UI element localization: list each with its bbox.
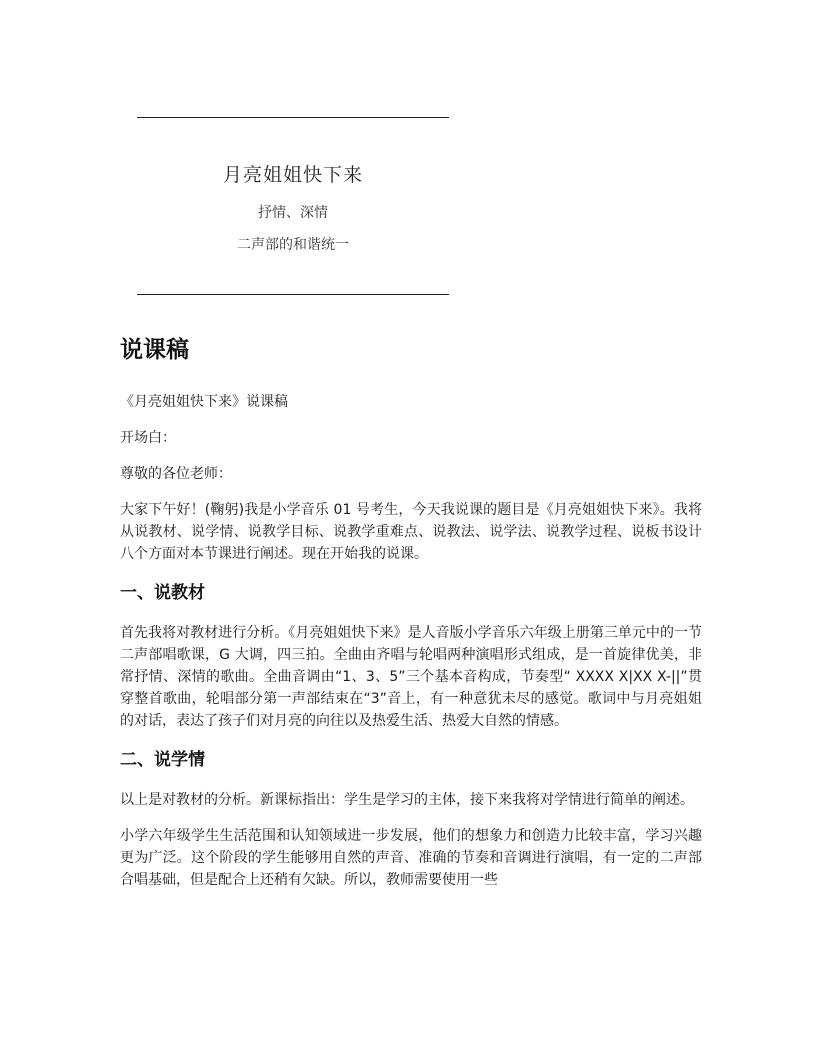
cover-subtitle-harmony: 二声部的和谐统一 <box>237 237 349 253</box>
cover-title: 月亮姐姐快下来 <box>222 164 363 186</box>
cover-bottom-rule <box>137 294 449 295</box>
cover-top-rule <box>137 117 449 118</box>
cover-subtitle-mood: 抒情、深情 <box>258 205 328 221</box>
section-heading-students: 二、说学情 <box>120 750 205 770</box>
students-analysis-paragraph: 小学六年级学生生活范围和认知领域进一步发展，他们的想象力和创造力比较丰富，学习兴趣更为广泛。这个阶段的学生能够用自然的声音、准确的节奏和音调进行演唱，有一定的二声部合唱基础，但是配合上还稍有欠缺。所以，教师需要使用一些 <box>120 828 702 888</box>
lesson-title-paragraph: 《月亮姐姐快下来》说课稿 <box>120 394 288 410</box>
students-intro-paragraph: 以上是对教材的分析。新课标指出：学生是学习的主体，接下来我将对学情进行简单的阐述。 <box>120 792 694 808</box>
section-heading-textbook: 一、说教材 <box>120 583 205 603</box>
document-heading: 说课稿 <box>120 337 189 363</box>
greeting-paragraph: 尊敬的各位老师： <box>120 466 232 482</box>
intro-paragraph: 大家下午好！(鞠躬)我是小学音乐 01 号考生，今天我说课的题目是《月亮姐姐快下来》。我将从说教材、说学情、说教学目标、说教学重难点、说教法、说学法、说教学过程、说板书设计八个方面对本节课进行阐述。现在开始我的说课。 <box>120 502 702 562</box>
document-body <box>120 333 702 905</box>
textbook-analysis-paragraph: 首先我将对教材进行分析。《月亮姐姐快下来》是人音版小学音乐六年级上册第三单元中的一节二声部唱歌课，G 大调，四三拍。全曲由齐唱与轮唱两种演唱形式组成，是一首旋律优美，非常抒情、深情的歌曲。全曲音调由“1、3、5”三个基本音构成，节奏型“ XXXX X|XX X-||”贯穿整首歌曲，轮唱部分第一声部结束在“3”音上，有一种意犹未尽的感觉。歌词中与月亮姐姐的对话，表达了孩子们对月亮的向往以及热爱生活、热爱大自然的情感。 <box>120 625 702 729</box>
opening-label-paragraph: 开场白： <box>120 430 176 446</box>
